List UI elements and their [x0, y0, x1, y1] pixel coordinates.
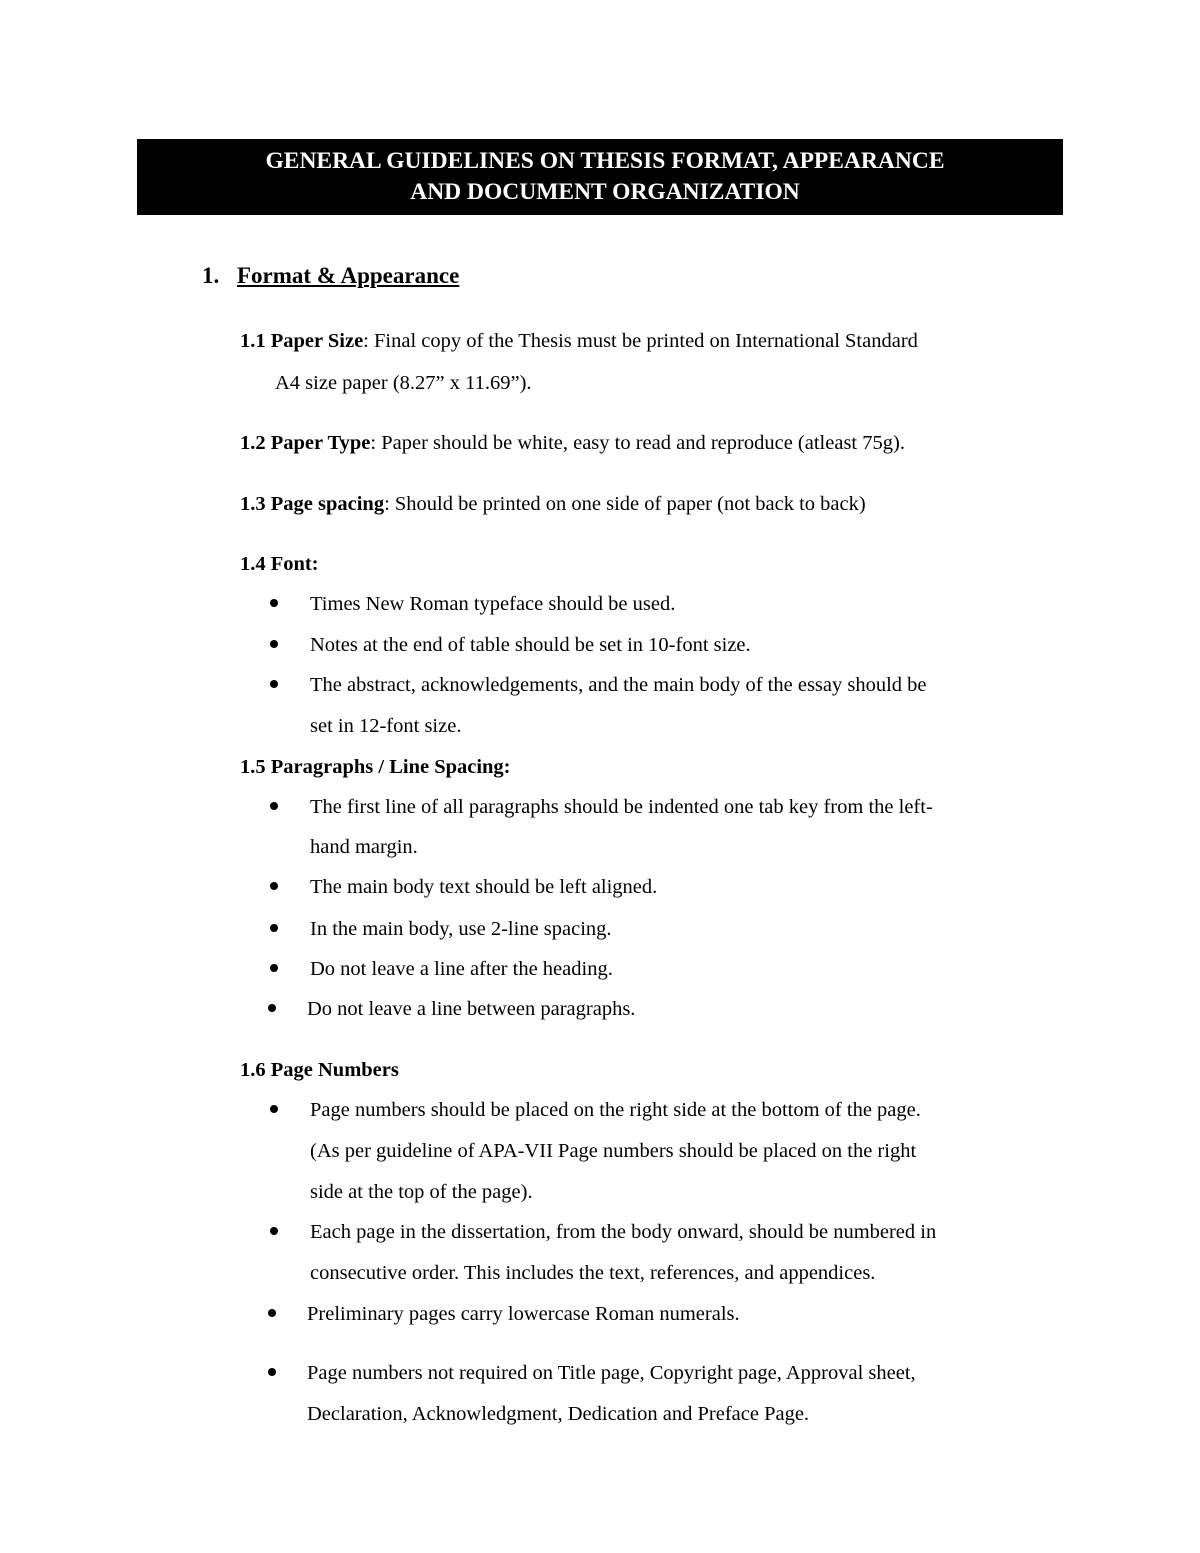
page-numbers-bullet-2-cont: consecutive order. This includes the text, references, and appendices. [310, 1262, 876, 1284]
page-numbers-bullet-1: Page numbers should be placed on the right side at the bottom of the page. [310, 1099, 921, 1121]
font-heading [240, 553, 319, 576]
page-spacing-item [240, 493, 866, 516]
bullet-icon [268, 1362, 288, 1385]
paragraphs-heading [240, 756, 511, 779]
paper-size-text-cont: A4 size paper (8.27” x 11.69”). [275, 372, 532, 394]
paragraphs-bullet-4: Do not leave a line after the heading. [310, 958, 613, 980]
bullet-icon [268, 998, 288, 1021]
paragraphs-label: 1.5 Paragraphs / Line Spacing: [240, 756, 511, 778]
bullet-icon [270, 674, 290, 697]
paragraphs-bullet-1: The first line of all paragraphs should be indented one tab key from the left- [310, 796, 933, 818]
bullet-icon [270, 1099, 290, 1122]
bullet-icon [270, 876, 290, 899]
page-numbers-bullet-2: Each page in the dissertation, from the body onward, should be numbered in [310, 1221, 937, 1243]
bullet-icon [270, 918, 290, 941]
page-numbers-bullet-3: Preliminary pages carry lowercase Roman numerals. [307, 1303, 740, 1325]
page-numbers-bullet-1-cont: (As per guideline of APA-VII Page numbers should be placed on the right [310, 1140, 917, 1162]
page-numbers-heading [240, 1059, 399, 1082]
section-label: Format & Appearance [237, 263, 460, 288]
font-bullet-1: Times New Roman typeface should be used. [310, 593, 676, 615]
document-title [137, 139, 1063, 215]
paragraphs-bullet-5: Do not leave a line between paragraphs. [307, 998, 636, 1020]
paragraphs-bullet-3: In the main body, use 2-line spacing. [310, 918, 612, 940]
page-numbers-bullet-4: Page numbers not required on Title page, Copyright page, Approval sheet, [307, 1362, 916, 1384]
font-bullet-3: The abstract, acknowledgements, and the main body of the essay should be [310, 674, 927, 696]
font-bullet-3-cont: set in 12-font size. [310, 715, 462, 737]
section-heading [202, 263, 459, 289]
bullet-icon [270, 796, 290, 819]
paragraphs-bullet-2: The main body text should be left aligned. [310, 876, 658, 898]
paper-type-item [240, 432, 905, 455]
paragraphs-bullet-1-cont: hand margin. [310, 836, 418, 858]
page-numbers-bullet-4-cont: Declaration, Acknowledgment, Dedication and Preface Page. [307, 1403, 810, 1425]
title-line-1: GENERAL GUIDELINES ON THESIS FORMAT, APPEARANCE [265, 148, 945, 174]
bullet-icon [268, 1303, 288, 1326]
page-numbers-bullet-1-cont2: side at the top of the page). [310, 1181, 533, 1203]
page-numbers-label: 1.6 Page Numbers [240, 1059, 399, 1081]
page-spacing-text: : Should be printed on one side of paper (not back to back) [384, 493, 866, 515]
font-bullet-2: Notes at the end of table should be set in 10-font size. [310, 634, 751, 656]
title-line-2: AND DOCUMENT ORGANIZATION [410, 179, 800, 205]
paper-size-label: 1.1 Paper Size [240, 330, 364, 352]
font-label: 1.4 Font: [240, 553, 319, 575]
paper-type-text: : Paper should be white, easy to read and reproduce (atleast 75g). [370, 432, 905, 454]
paper-size-item [240, 330, 918, 353]
paper-size-text: : Final copy of the Thesis must be printed on International Standard [363, 330, 918, 352]
bullet-icon [270, 634, 290, 657]
bullet-icon [270, 958, 290, 981]
section-number: 1. [202, 263, 220, 288]
bullet-icon [270, 1221, 290, 1244]
paper-type-label: 1.2 Paper Type [240, 432, 371, 454]
page-spacing-label: 1.3 Page spacing [240, 493, 385, 515]
bullet-icon [270, 593, 290, 616]
